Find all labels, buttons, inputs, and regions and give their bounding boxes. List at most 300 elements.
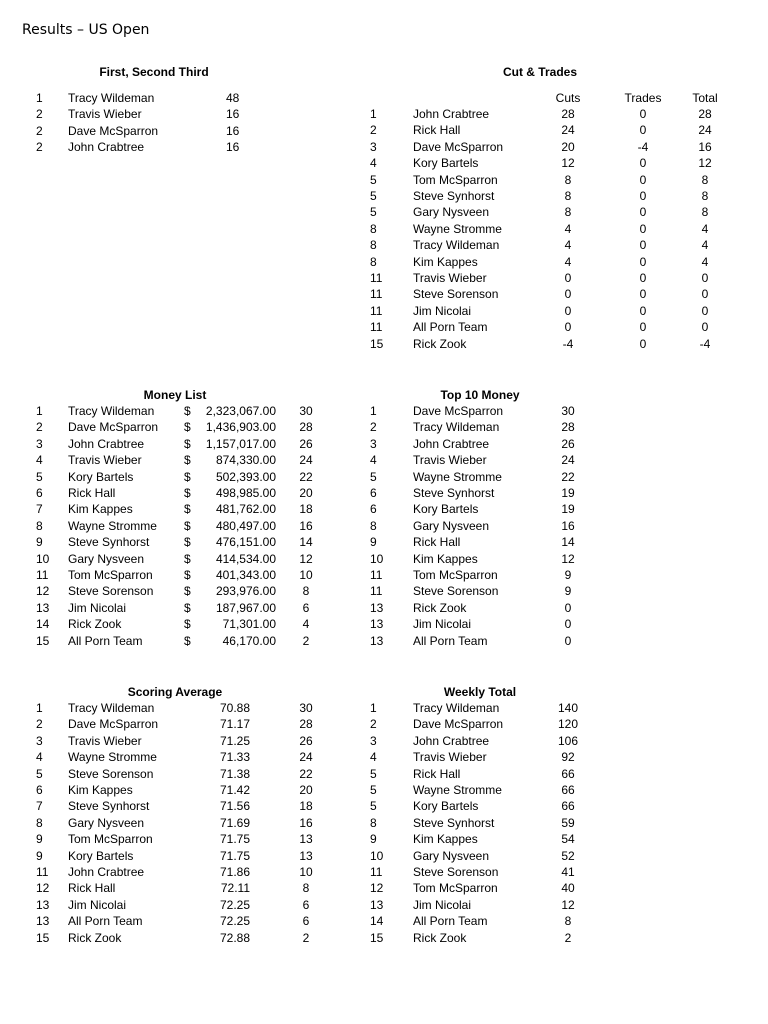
cuts-cell: 4 [564,254,572,269]
player-name: Tracy Wildeman [413,701,500,715]
cuts-cell: 8 [564,189,572,203]
money-amount: 481,762.00 [215,502,276,517]
average-cell: 71.86 [219,865,250,879]
rank-cell: 9 [36,832,43,847]
cuts-cell: 20 [561,139,575,154]
player-name: Wayne Stromme [68,750,157,765]
player-name: Wayne Stromme [68,518,157,533]
rank-cell: 7 [36,502,43,517]
player-name: Tracy Wildeman [68,91,155,105]
money-amount: 498,985.00 [215,486,276,500]
player-name: Jim Nicolai [68,897,127,912]
total-cell: 59 [561,815,575,830]
average-cell: 71.42 [219,783,250,797]
currency-symbol: $ [184,420,191,435]
player-name: Steve Sorenson [68,766,154,781]
player-name: Rick Hall [68,881,116,896]
rank-cell: 9 [36,848,43,863]
money-amount: 187,967.00 [215,600,276,615]
total-cell: 92 [561,750,575,765]
trades-cell: 0 [639,189,647,203]
cuts-cell: 24 [561,123,575,138]
money-amount: 874,330.00 [215,453,276,468]
player-name: Kory Bartels [413,799,479,814]
points-cell: 9 [564,568,572,582]
weekly-total-title: Weekly Total [443,685,517,699]
average-cell: 71.56 [219,799,250,814]
trades-cell: 0 [639,271,647,285]
points-cell: 14 [561,535,575,550]
player-name: Travis Wieber [413,271,487,285]
player-name: Steve Synhorst [413,486,495,500]
average-cell: 71.69 [219,815,250,830]
rank-cell: 11 [36,865,49,879]
player-name: Wayne Stromme [413,469,502,484]
cuts-cell: 4 [564,221,572,236]
average-cell: 71.17 [219,717,250,732]
rank-cell: 11 [370,584,383,599]
rank-cell: 12 [370,881,384,896]
trades-cell: 0 [639,336,647,351]
player-name: Wayne Stromme [413,783,502,797]
total-cell: 4 [701,221,709,236]
rank-cell: 4 [370,156,377,171]
rank-cell: 5 [370,172,377,187]
points-cell: 30 [561,404,575,418]
rank-cell: 11 [370,568,383,582]
currency-symbol: $ [184,404,191,418]
points-cell: 30 [299,404,313,418]
player-name: Tracy Wildeman [413,238,500,253]
player-name: John Crabtree [68,436,145,451]
player-name: Gary Nysveen [413,205,490,220]
player-name: Rick Hall [413,766,461,781]
points-cell: 20 [299,783,313,797]
points-cell: 22 [561,469,575,484]
average-cell: 71.33 [219,750,250,765]
player-name: Tracy Wildeman [68,404,155,418]
money-amount: 476,151.00 [215,535,276,550]
points-cell: 16 [226,123,240,138]
cuts-cell: -4 [562,336,574,351]
top10-money-title: Top 10 Money [440,388,520,402]
trades-cell: 0 [639,172,647,187]
money-amount: 71,301.00 [222,617,276,632]
currency-symbol: $ [184,584,191,599]
total-cell: 0 [701,287,709,302]
points-cell: 0 [564,600,572,615]
total-cell: 0 [701,303,709,318]
player-name: Dave McSparron [68,420,159,435]
average-cell: 72.25 [219,914,250,929]
player-name: Dave McSparron [413,717,504,732]
rank-cell: 5 [370,799,377,814]
rank-cell: 13 [36,897,50,912]
total-cell: 120 [557,717,579,732]
cuts-cell: 4 [564,238,572,253]
points-cell: 14 [299,535,313,550]
player-name: Tom McSparron [413,568,498,582]
average-cell: 71.75 [219,848,250,863]
points-cell: 6 [302,914,310,929]
points-cell: 8 [302,881,310,896]
cuts-cell: 0 [564,303,572,318]
points-cell: 4 [302,617,310,632]
points-cell: 20 [299,486,313,500]
points-cell: 12 [561,551,575,566]
rank-cell: 1 [36,91,43,105]
player-name: Rick Zook [68,930,122,945]
points-cell: 19 [561,486,575,500]
player-name: Kory Bartels [68,469,134,484]
total-cell: 0 [701,320,709,335]
player-name: Steve Synhorst [413,189,495,203]
points-cell: 24 [299,750,313,765]
total-cell: 8 [701,205,709,220]
player-name: Kim Kappes [413,832,478,847]
total-header: Total [692,91,718,105]
points-cell: 6 [302,897,310,912]
player-name: Jim Nicolai [68,600,127,615]
player-name: Rick Hall [413,535,461,550]
player-name: Kory Bartels [413,502,479,517]
currency-symbol: $ [184,518,191,533]
player-name: Dave McSparron [68,123,159,138]
player-name: Rick Zook [413,336,467,351]
rank-cell: 6 [36,486,43,500]
currency-symbol: $ [184,453,191,468]
player-name: Steve Sorenson [413,865,499,879]
rank-cell: 5 [36,469,43,484]
rank-cell: 10 [370,551,384,566]
total-cell: 41 [561,865,575,879]
total-cell: 8 [701,189,709,203]
points-cell: 6 [302,600,310,615]
points-cell: 16 [299,518,313,533]
rank-cell: 1 [36,701,43,715]
points-cell: 10 [299,865,313,879]
player-name: Jim Nicolai [413,303,472,318]
rank-cell: 8 [370,254,377,269]
trades-cell: 0 [639,123,647,138]
rank-cell: 11 [370,320,383,335]
rank-cell: 3 [370,139,377,154]
average-cell: 70.88 [219,701,250,715]
points-cell: 16 [561,518,575,533]
rank-cell: 6 [370,502,377,517]
money-amount: 2,323,067.00 [205,404,276,418]
rank-cell: 8 [370,815,377,830]
money-list-title: Money List [143,388,207,402]
rank-cell: 4 [36,750,43,765]
rank-cell: 11 [36,568,49,582]
total-cell: 0 [701,271,709,285]
points-cell: 2 [302,930,310,945]
player-name: Wayne Stromme [413,221,502,236]
rank-cell: 15 [36,930,50,945]
total-cell: 106 [557,733,579,748]
rank-cell: 13 [370,897,384,912]
player-name: Steve Synhorst [68,799,150,814]
money-amount: 293,976.00 [215,584,276,599]
player-name: Rick Zook [413,930,467,945]
points-cell: 16 [299,815,313,830]
rank-cell: 12 [36,881,50,896]
total-cell: 66 [561,766,575,781]
points-cell: 48 [226,91,240,105]
points-cell: 22 [299,766,313,781]
points-cell: 10 [299,568,313,582]
rank-cell: 8 [36,815,43,830]
rank-cell: 15 [370,336,384,351]
trades-cell: 0 [639,205,647,220]
rank-cell: 3 [370,733,377,748]
total-cell: 54 [561,832,575,847]
player-name: Kory Bartels [413,156,479,171]
player-name: Travis Wieber [68,453,142,468]
money-amount: 480,497.00 [215,518,276,533]
rank-cell: 13 [36,600,50,615]
rank-cell: 4 [370,750,377,765]
rank-cell: 2 [36,420,43,435]
player-name: All Porn Team [68,633,143,648]
rank-cell: 8 [370,518,377,533]
player-name: Tracy Wildeman [68,701,155,715]
player-name: All Porn Team [413,320,488,335]
points-cell: 22 [299,469,313,484]
player-name: Steve Sorenson [413,287,499,302]
total-cell: 4 [701,238,709,253]
currency-symbol: $ [184,535,191,550]
total-cell: 66 [561,783,575,797]
rank-cell: 14 [36,617,50,632]
player-name: Steve Synhorst [68,535,150,550]
player-name: Dave McSparron [413,139,504,154]
rank-cell: 5 [370,766,377,781]
points-cell: 16 [226,107,240,122]
average-cell: 71.38 [219,766,250,781]
total-cell: 12 [561,897,575,912]
player-name: Steve Sorenson [68,584,154,599]
rank-cell: 3 [36,733,43,748]
average-cell: 72.25 [219,897,250,912]
trades-cell: 0 [639,107,647,121]
player-name: John Crabtree [413,733,490,748]
total-cell: 12 [698,156,712,171]
money-amount: 46,170.00 [222,633,276,648]
trades-cell: 0 [639,287,647,302]
money-amount: 502,393.00 [215,469,276,484]
cuts-cell: 0 [564,320,572,335]
currency-symbol: $ [184,633,191,648]
rank-cell: 2 [36,107,43,122]
rank-cell: 5 [370,469,377,484]
rank-cell: 13 [370,600,384,615]
rank-cell: 5 [370,189,377,203]
trades-cell: 0 [639,303,647,318]
trades-cell: 0 [639,254,647,269]
rank-cell: 9 [36,535,43,550]
total-cell: 4 [701,254,709,269]
rank-cell: 11 [370,303,383,318]
player-name: John Crabtree [413,107,490,121]
rank-cell: 13 [36,914,50,929]
rank-cell: 1 [370,404,377,418]
rank-cell: 3 [370,436,377,451]
rank-cell: 12 [36,584,50,599]
rank-cell: 13 [370,633,384,648]
points-cell: 13 [299,832,313,847]
points-cell: 26 [299,733,313,748]
money-amount: 1,436,903.00 [205,420,276,435]
player-name: Travis Wieber [413,750,487,765]
player-name: Travis Wieber [68,107,142,122]
total-cell: 24 [698,123,712,138]
rank-cell: 10 [370,848,384,863]
trades-cell: -4 [637,139,649,154]
player-name: Rick Zook [413,600,467,615]
total-cell: 66 [561,799,575,814]
trades-cell: 0 [639,320,647,335]
currency-symbol: $ [184,600,191,615]
rank-cell: 15 [370,930,384,945]
cut-trades-title: Cut & Trades [502,65,577,79]
player-name: Jim Nicolai [413,897,472,912]
money-amount: 401,343.00 [215,568,276,582]
rank-cell: 9 [370,832,377,847]
cuts-cell: 8 [564,205,572,220]
rank-cell: 11 [370,287,383,302]
trades-cell: 0 [639,221,647,236]
player-name: Rick Hall [413,123,461,138]
player-name: Travis Wieber [413,453,487,468]
points-cell: 16 [226,140,240,155]
average-cell: 72.88 [219,930,250,945]
rank-cell: 4 [370,453,377,468]
total-cell: 28 [698,107,712,121]
rank-cell: 2 [370,420,377,435]
total-cell: -4 [699,336,711,351]
trades-header: Trades [624,91,662,105]
page-title: Results – US Open [22,22,150,38]
player-name: Gary Nysveen [68,815,145,830]
player-name: All Porn Team [413,914,488,929]
total-cell: 8 [564,914,572,929]
rank-cell: 8 [370,221,377,236]
points-cell: 30 [299,701,313,715]
average-cell: 71.25 [219,733,250,748]
player-name: Steve Synhorst [413,815,495,830]
currency-symbol: $ [184,502,191,517]
currency-symbol: $ [184,486,191,500]
player-name: Steve Sorenson [413,584,499,599]
cuts-header: Cuts [555,91,581,105]
rank-cell: 6 [370,486,377,500]
rank-cell: 1 [36,404,43,418]
total-cell: 2 [564,930,572,945]
rank-cell: 2 [36,140,43,155]
player-name: Dave McSparron [68,717,159,732]
trades-cell: 0 [639,238,647,253]
player-name: Gary Nysveen [413,848,490,863]
player-name: Rick Zook [68,617,122,632]
rank-cell: 14 [370,914,384,929]
player-name: Tom McSparron [413,172,498,187]
points-cell: 9 [564,584,572,599]
money-amount: 414,534.00 [215,551,276,566]
cuts-cell: 0 [564,287,572,302]
rank-cell: 11 [370,271,383,285]
player-name: John Crabtree [68,865,145,879]
points-cell: 2 [302,633,310,648]
points-cell: 0 [564,617,572,632]
player-name: Tom McSparron [68,568,153,582]
rank-cell: 2 [36,123,43,138]
total-cell: 140 [557,701,579,715]
points-cell: 26 [299,436,313,451]
player-name: John Crabtree [413,436,490,451]
points-cell: 13 [299,848,313,863]
rank-cell: 5 [370,205,377,220]
rank-cell: 8 [36,518,43,533]
player-name: John Crabtree [68,140,145,155]
first-second-third-title: First, Second Third [99,65,209,79]
rank-cell: 7 [36,799,43,814]
player-name: Dave McSparron [413,404,504,418]
average-cell: 72.11 [220,881,250,896]
rank-cell: 13 [370,617,384,632]
player-name: All Porn Team [68,914,143,929]
total-cell: 52 [561,848,575,863]
money-amount: 1,157,017.00 [205,436,276,451]
total-cell: 40 [561,881,575,896]
total-cell: 16 [698,139,712,154]
currency-symbol: $ [184,617,191,632]
player-name: Kory Bartels [68,848,134,863]
rank-cell: 1 [370,701,377,715]
points-cell: 24 [561,453,575,468]
cuts-cell: 0 [564,271,572,285]
cuts-cell: 8 [564,172,572,187]
points-cell: 28 [299,717,313,732]
total-cell: 8 [701,172,709,187]
points-cell: 24 [299,453,313,468]
rank-cell: 2 [370,717,377,732]
currency-symbol: $ [184,436,191,451]
player-name: Tom McSparron [413,881,498,896]
player-name: Travis Wieber [68,733,142,748]
rank-cell: 15 [36,633,50,648]
rank-cell: 2 [370,123,377,138]
rank-cell: 10 [36,551,50,566]
points-cell: 28 [299,420,313,435]
currency-symbol: $ [184,568,191,582]
player-name: Gary Nysveen [68,551,145,566]
points-cell: 19 [561,502,575,517]
player-name: All Porn Team [413,633,488,648]
player-name: Kim Kappes [413,254,478,269]
player-name: Kim Kappes [68,502,133,517]
player-name: Kim Kappes [68,783,133,797]
rank-cell: 6 [36,783,43,797]
scoring-average-title: Scoring Average [127,685,223,699]
points-cell: 8 [302,584,310,599]
rank-cell: 4 [36,453,43,468]
currency-symbol: $ [184,469,191,484]
player-name: Gary Nysveen [413,518,490,533]
player-name: Tracy Wildeman [413,420,500,435]
points-cell: 12 [299,551,313,566]
